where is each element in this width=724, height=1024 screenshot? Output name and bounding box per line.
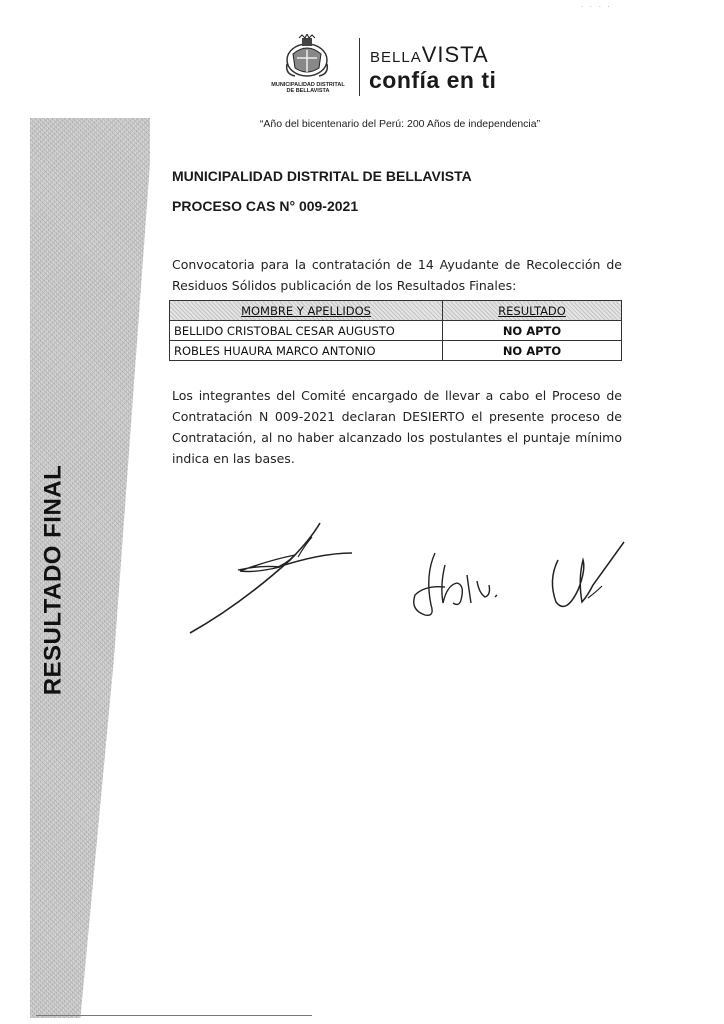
emblem-caption <box>258 82 358 94</box>
row-name: BELLIDO CRISTOBAL CESAR AUGUSTO <box>170 321 443 341</box>
brand-tagline: confía en ti <box>369 67 497 93</box>
table-row <box>170 321 622 341</box>
side-label-text: RESULTADO FINAL <box>39 464 66 696</box>
table-row <box>170 341 622 361</box>
brand-name <box>370 44 489 69</box>
row-result: NO APTO <box>443 321 622 341</box>
results-table <box>169 300 622 361</box>
brand-vista: VISTA <box>421 42 489 67</box>
bottom-rule <box>36 1015 312 1016</box>
row-result: NO APTO <box>443 341 622 361</box>
scan-marks: · · · · <box>580 2 612 11</box>
row-name: ROBLES HUAURA MARCO ANTONIO <box>170 341 443 361</box>
signature-1 <box>180 515 360 640</box>
process-title: PROCESO CAS N° 009-2021 <box>172 198 359 214</box>
header-name: MOMBRE Y APELLIDOS <box>170 301 443 321</box>
emblem-caption-line2: DE BELLAVISTA <box>286 88 330 94</box>
table-header-row <box>170 301 622 321</box>
side-label <box>30 465 76 695</box>
brand-bella: BELLA <box>370 49 422 66</box>
header-result: RESULTADO <box>443 301 622 321</box>
signature-2 <box>395 545 515 625</box>
logo-divider <box>359 38 360 96</box>
signature-3 <box>538 540 628 620</box>
intro-paragraph: Convocatoria para la contratación de 14 Ayudante de Recolección de Residuos Sólidos publicación de los Resultados Finales: <box>172 257 622 293</box>
motto: “Año del bicentenario del Perú: 200 Años de independencia” <box>259 118 541 130</box>
coat-of-arms-icon <box>283 34 331 80</box>
municipality-title: MUNICIPALIDAD DISTRITAL DE BELLAVISTA <box>172 168 472 184</box>
emblem-caption-line1: MUNICIPALIDAD DISTRITAL <box>271 82 345 88</box>
conclusion-paragraph: Los integrantes del Comité encargado de llevar a cabo el Proceso de Contratación N 009-2021 declaran DESIERTO el presente proceso de Contratación, al no haber alcanzado los postulantes el puntaje mínimo indica en las bases. <box>172 388 622 466</box>
